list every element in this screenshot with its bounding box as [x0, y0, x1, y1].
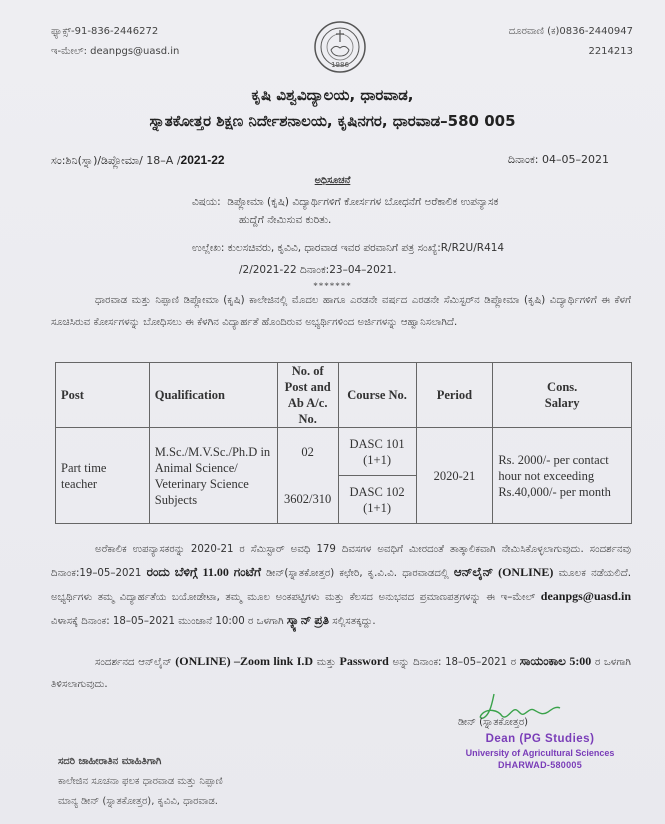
university-title: ಕೃಷಿ ವಿಶ್ವವಿದ್ಯಾಲಯ, ಧಾರವಾಡ, [251, 86, 414, 104]
reference-text-cont: /2/2021-22 ದಿನಾಂಕ:23–04–2021. [239, 264, 397, 276]
reference-text: ಕುಲಸಚಿವರು, ಕೃವಿವಿ, ಧಾರವಾಡ ಇವರ ಪರವಾನಿಗೆ ಪತ್ರ ಸಂಖ್ಯೆ:R/R2U/R414 [227, 242, 505, 254]
copy-to-heading: ಸದರಿ ಜಾಹೀರಾತಿನ ಮಾಹಿತಿಗಾಗಿ [58, 756, 162, 767]
cell-qualification: M.Sc./M.V.Sc./Ph.D in Animal Science/ Veterinary Science Subjects [149, 428, 277, 524]
header-qualification: Qualification [149, 363, 277, 428]
svg-text:1986: 1986 [331, 61, 349, 69]
signatory-title: ಡೀನ್ (ಸ್ನಾತಕೋತ್ತರ) [458, 717, 529, 728]
subject-label: ವಿಷಯ: [192, 196, 221, 208]
reference-year: 2021-22 [180, 153, 225, 167]
directorate-title: ಸ್ನಾತಕೋತ್ತರ ಶಿಕ್ಷಣ ನಿರ್ದೇಶನಾಲಯ, ಕೃಷಿನಗರ, ಧಾರವಾಡ–580 005 [149, 112, 516, 130]
email-address: ಇ-ಮೇಲ್: deanpgs@uasd.in [51, 46, 180, 57]
header-contacts-right [509, 22, 633, 62]
header-period: Period [416, 363, 493, 428]
table-header-row [56, 363, 632, 428]
cell-salary: Rs. 2000/- per contact hour not exceeding Rs.40,000/- per month [493, 428, 632, 524]
phone-number-2: 2214213 [588, 46, 633, 57]
intro-paragraph: ಧಾರವಾಡ ಮತ್ತು ನಿಪ್ಪಾಣಿ ಡಿಪ್ಲೋಮಾ (ಕೃಷಿ) ಕಾಲೇಜಿನಲ್ಲಿ ಮೊದಲ ಹಾಗೂ ಎರಡನೇ ವರ್ಷದ ಎರಡನೇ ಸೆಮಿಸ್ಟರ್‌ನ ಡಿಪ್ಲೋಮಾ (ಕೃಷಿ) ವಿದ್ಯಾರ್ಥಿಗಳಿಗೆ ಈ ಕೆಳಗೆ ಸೂಚಿಸಿರುವ ಕೋರ್ಸಗಳನ್ನು ಬೋಧಿಸಲು ಈ ಕೆಳಗಿನ ವಿದ್ಯಾರ್ಹತೆ ಹೊಂದಿರುವ ಅಭ್ಯರ್ಥಿಗಳಿಂದ ಅರ್ಜಿಗಳನ್ನು ಆಹ್ವಾನಿಸಲಾಗಿದೆ. [51, 295, 631, 328]
cell-course-2: DASC 102 (1+1) [338, 476, 416, 524]
official-stamp: Dean (PG Studies) University of Agricultural Sciences DHARWAD-580005 [465, 733, 615, 770]
subject-text-cont: ಹುದ್ದೆಗೆ ನೇಮಿಸುವ ಕುರಿತು. [239, 214, 332, 226]
cell-account-no: 3602/310 [277, 476, 338, 524]
header-course-no: Course No. [338, 363, 416, 428]
header-post: Post [56, 363, 150, 428]
notice-date: ದಿನಾಂಕ: 04–05–2021 [507, 153, 609, 166]
phone-number: ದೂರವಾಣಿ (ಕ)0836-2440947 [508, 26, 633, 37]
table-row [56, 428, 632, 476]
application-email-link[interactable]: deanpgs@uasd.in [540, 589, 631, 603]
copy-to-line: ಕಾಲೇಜಿನ ಸೂಚನಾ ಫಲಕ ಧಾರವಾಡ ಮತ್ತು ನಿಪ್ಪಾಣಿ [58, 776, 223, 787]
copy-to-line: ಮಾನ್ಯ ಡೀನ್ (ಸ್ನಾತಕೋತ್ತರ), ಕೃವಿವಿ, ಧಾರವಾಡ. [58, 796, 218, 807]
subject-block [192, 193, 498, 229]
copy-to-block [58, 752, 223, 812]
separator: ******* [313, 281, 352, 291]
body-paragraph: ಅರೆಕಾಲಿಕ ಉಪನ್ಯಾಸಕರನ್ನು 2020-21 ರ ಸೆಮಿಸ್ಟಾರ್ ಅವಧಿ 179 ದಿವಸಗಳ ಅವಧಿಗೆ ಮೀರದಂತೆ ತಾತ್ಕಾಲಿಕವಾಗಿ ನೇಮಿಸಿಕೊಳ್ಳಲಾಗುವುದು. ಸಂದರ್ಶನವು ದಿನಾಂಕ:19–05–2021 ರಂದು ಬೆಳಿಗ್ಗೆ 11.00 ಗಂಟೆಗೆ ಡೀನ್(ಸ್ನಾತಕೋತ್ತರ) ಕಛೇರಿ, ಕೃ.ವಿ.ವಿ. ಧಾರವಾಡದಲ್ಲಿ ಆನ್‌ಲೈನ್ (ONLINE) ಮೂಲಕ ನಡೆಯಲಿದೆ. ಅಭ್ಯರ್ಥಿಗಳು ತಮ್ಮ ವಿದ್ಯಾರ್ಹತೆಯ ಬಯೋಡೇಟಾ, ತಮ್ಮ ಮೂಲ ಅಂಕಪಟ್ಟಿಗಳು ಮತ್ತು ಕೆಲಸದ ಅನುಭವದ ಪ್ರಮಾಣಪತ್ರಗಳನ್ನು ಈ ಇ–ಮೇಲ್ deanpgs@uasd.in ವಿಳಾಸಕ್ಕೆ ದಿನಾಂಕ: 18–05–2021 ಮುಂಜಾನೆ 10:00 ರ ಒಳಗಾಗಿ ಸ್ಕ್ಯಾನ್ ಪ್ರತಿ ಸಲ್ಲಿಸತಕ್ಕದ್ದು. [51, 544, 632, 627]
cell-course-1: DASC 101 (1+1) [338, 428, 416, 476]
cell-num-posts: 02 [277, 428, 338, 476]
subject-text: ಡಿಪ್ಲೋಮಾ (ಕೃಷಿ) ವಿದ್ಯಾರ್ಥಿಗಳಿಗೆ ಕೋರ್ಸಗಳ ಬೋಧನೆಗೆ ಅರೆಕಾಲಿಕ ಉಪನ್ಯಾಸಕ [227, 196, 499, 208]
zoom-info-paragraph: ಸಂದರ್ಶನದ ಆನ್‌ಲೈನ್ (ONLINE) –Zoom link I.D ಮತ್ತು Password ಅನ್ನು ದಿನಾಂಕ: 18–05–2021 ರ ಸಾಯಂಕಾಲ 5:00 ರ ಒಳಗಾಗಿ ತಿಳಿಸಲಾಗುವುದು. [51, 654, 631, 690]
header-contacts-left [51, 22, 179, 62]
cell-period: 2020-21 [416, 428, 493, 524]
reference-block [192, 237, 504, 281]
positions-table [55, 362, 632, 524]
notice-heading: ಅಧಿಸೂಚನೆ [314, 175, 351, 186]
online-mode: ಆನ್‌ಲೈನ್ (ONLINE) [453, 565, 554, 579]
header-salary: Cons. Salary [493, 363, 632, 428]
reference-number: ಸಂ:ಶಿನಿ(ಸ್ನಾ)/ಡಿಪ್ಲೋಮಾ/ 18–A /2021-22 [51, 153, 225, 167]
university-seal-icon [313, 20, 367, 74]
fax-number: ಫ್ಯಾಕ್ಸ್-91-836-2446272 [51, 26, 159, 37]
cell-post: Part time teacher [56, 428, 150, 524]
reference-label: ಉಲ್ಲೇಖ: [192, 242, 225, 254]
header-num-posts: No. of Post and Ab A/c. No. [277, 363, 338, 428]
interview-time: ರಂದು ಬೆಳಿಗ್ಗೆ 11.00 ಗಂಟೆಗೆ [146, 565, 261, 579]
